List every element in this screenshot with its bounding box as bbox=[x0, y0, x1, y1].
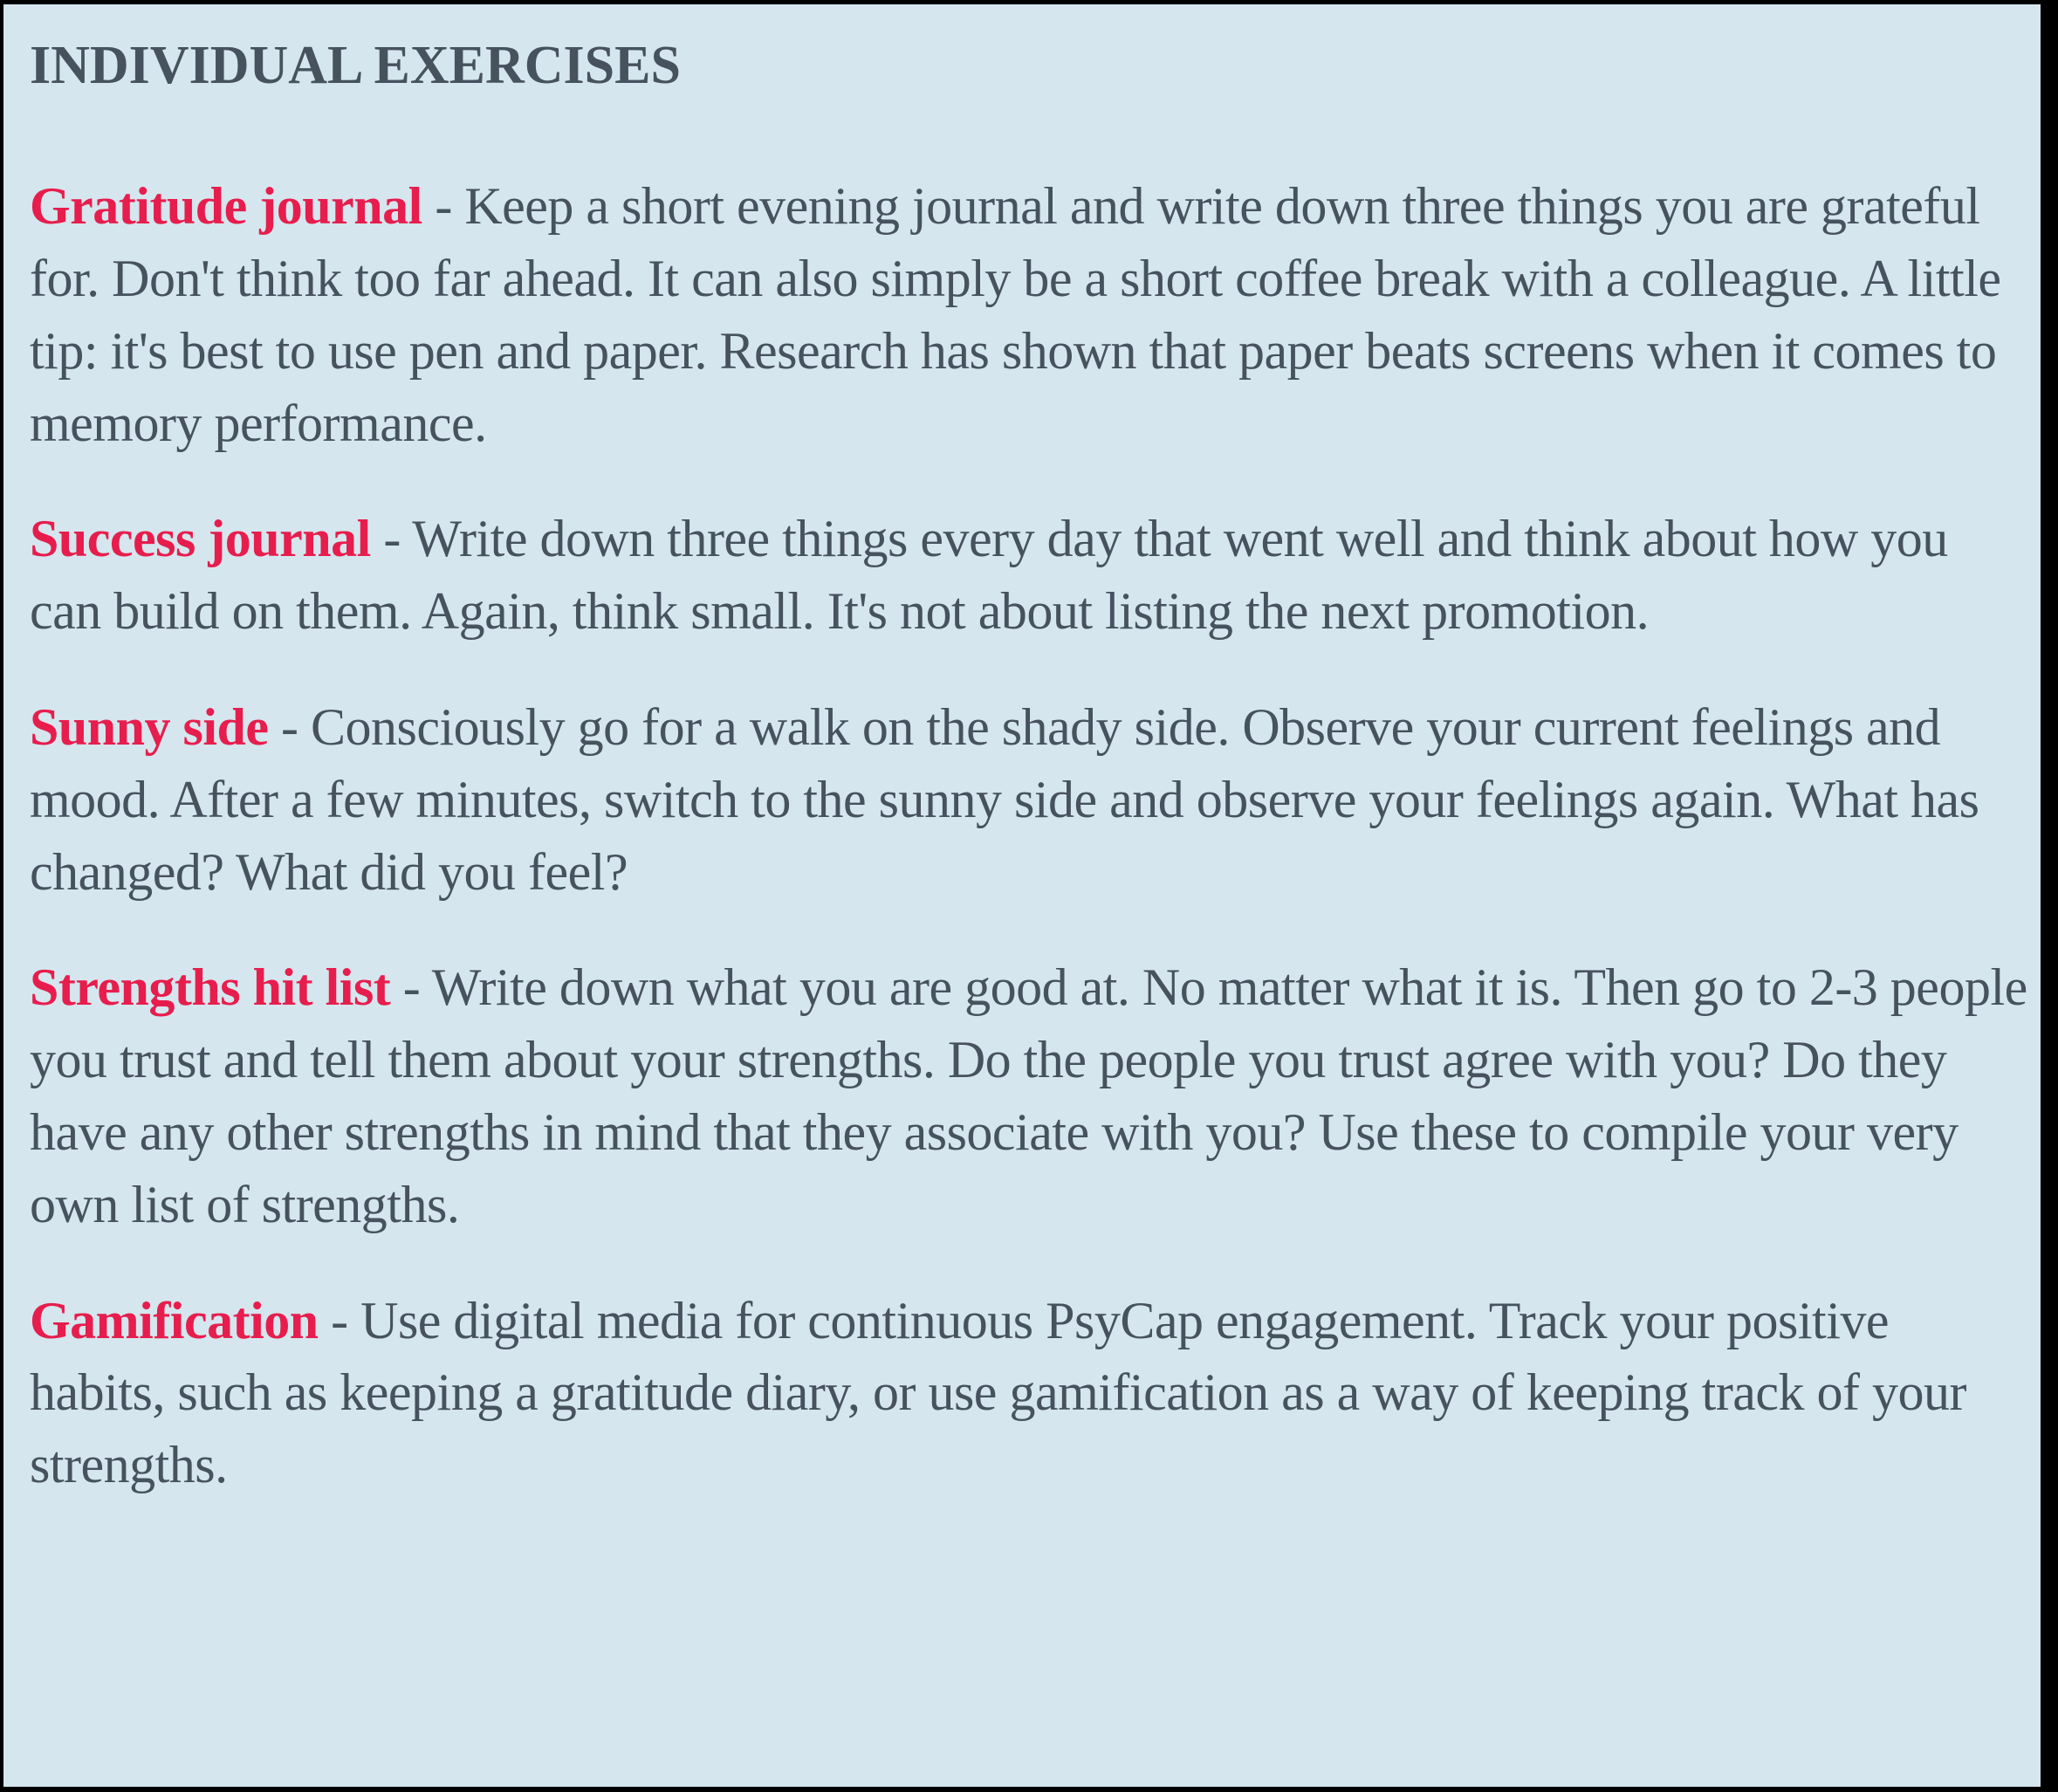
exercise-term: Gratitude journal bbox=[30, 177, 422, 236]
exercise-description: Consciously go for a walk on the shady side. Observe your current feelings and mood. After a few minutes, switch to the sunny side and observe your feelings again. What has changed? What did you feel? bbox=[30, 697, 1979, 901]
page-title: INDIVIDUAL EXERCISES bbox=[30, 36, 681, 95]
exercise-term: Sunny side bbox=[30, 697, 269, 756]
exercise-paragraph-success-journal bbox=[30, 503, 2028, 648]
document-page bbox=[3, 4, 2041, 1787]
term-separator: - bbox=[370, 510, 413, 568]
exercise-description: Write down what you are good at. No matter what it is. Then go to 2-3 people you trust and tell them about your strengths. Do the people you trust agree with you? Do they have any other strengths in mind that they associate with you? Use these to compile your very own list of strengths. bbox=[30, 958, 2027, 1233]
term-separator: - bbox=[390, 958, 432, 1017]
exercise-term: Gamification bbox=[30, 1291, 319, 1349]
exercise-term: Strengths hit list bbox=[30, 958, 391, 1017]
term-separator: - bbox=[268, 697, 311, 756]
exercise-description: Write down three things every day that went well and think about how you can build on them. Again, think small. It's not about listing the next promotion. bbox=[30, 510, 1948, 641]
term-separator: - bbox=[422, 177, 465, 236]
exercise-paragraph-gamification bbox=[30, 1285, 2028, 1501]
exercise-paragraph-sunny-side bbox=[30, 691, 2028, 908]
exercise-term: Success journal bbox=[30, 510, 371, 568]
exercise-description: Use digital media for continuous PsyCap engagement. Track your positive habits, such as keeping a gratitude diary, or use gamification as a way of keeping track of your strengths. bbox=[30, 1291, 1967, 1494]
exercise-paragraph-strengths-hit-list bbox=[30, 951, 2028, 1240]
term-separator: - bbox=[318, 1291, 361, 1349]
exercise-paragraph-gratitude-journal bbox=[30, 170, 2028, 459]
exercise-description: Keep a short evening journal and write down three things you are grateful for. Don't think too far ahead. It can also simply be a short coffee break with a colleague. A little tip: it's best to use pen and paper. Research has shown that paper beats screens when it comes to memory performance. bbox=[30, 177, 2001, 452]
